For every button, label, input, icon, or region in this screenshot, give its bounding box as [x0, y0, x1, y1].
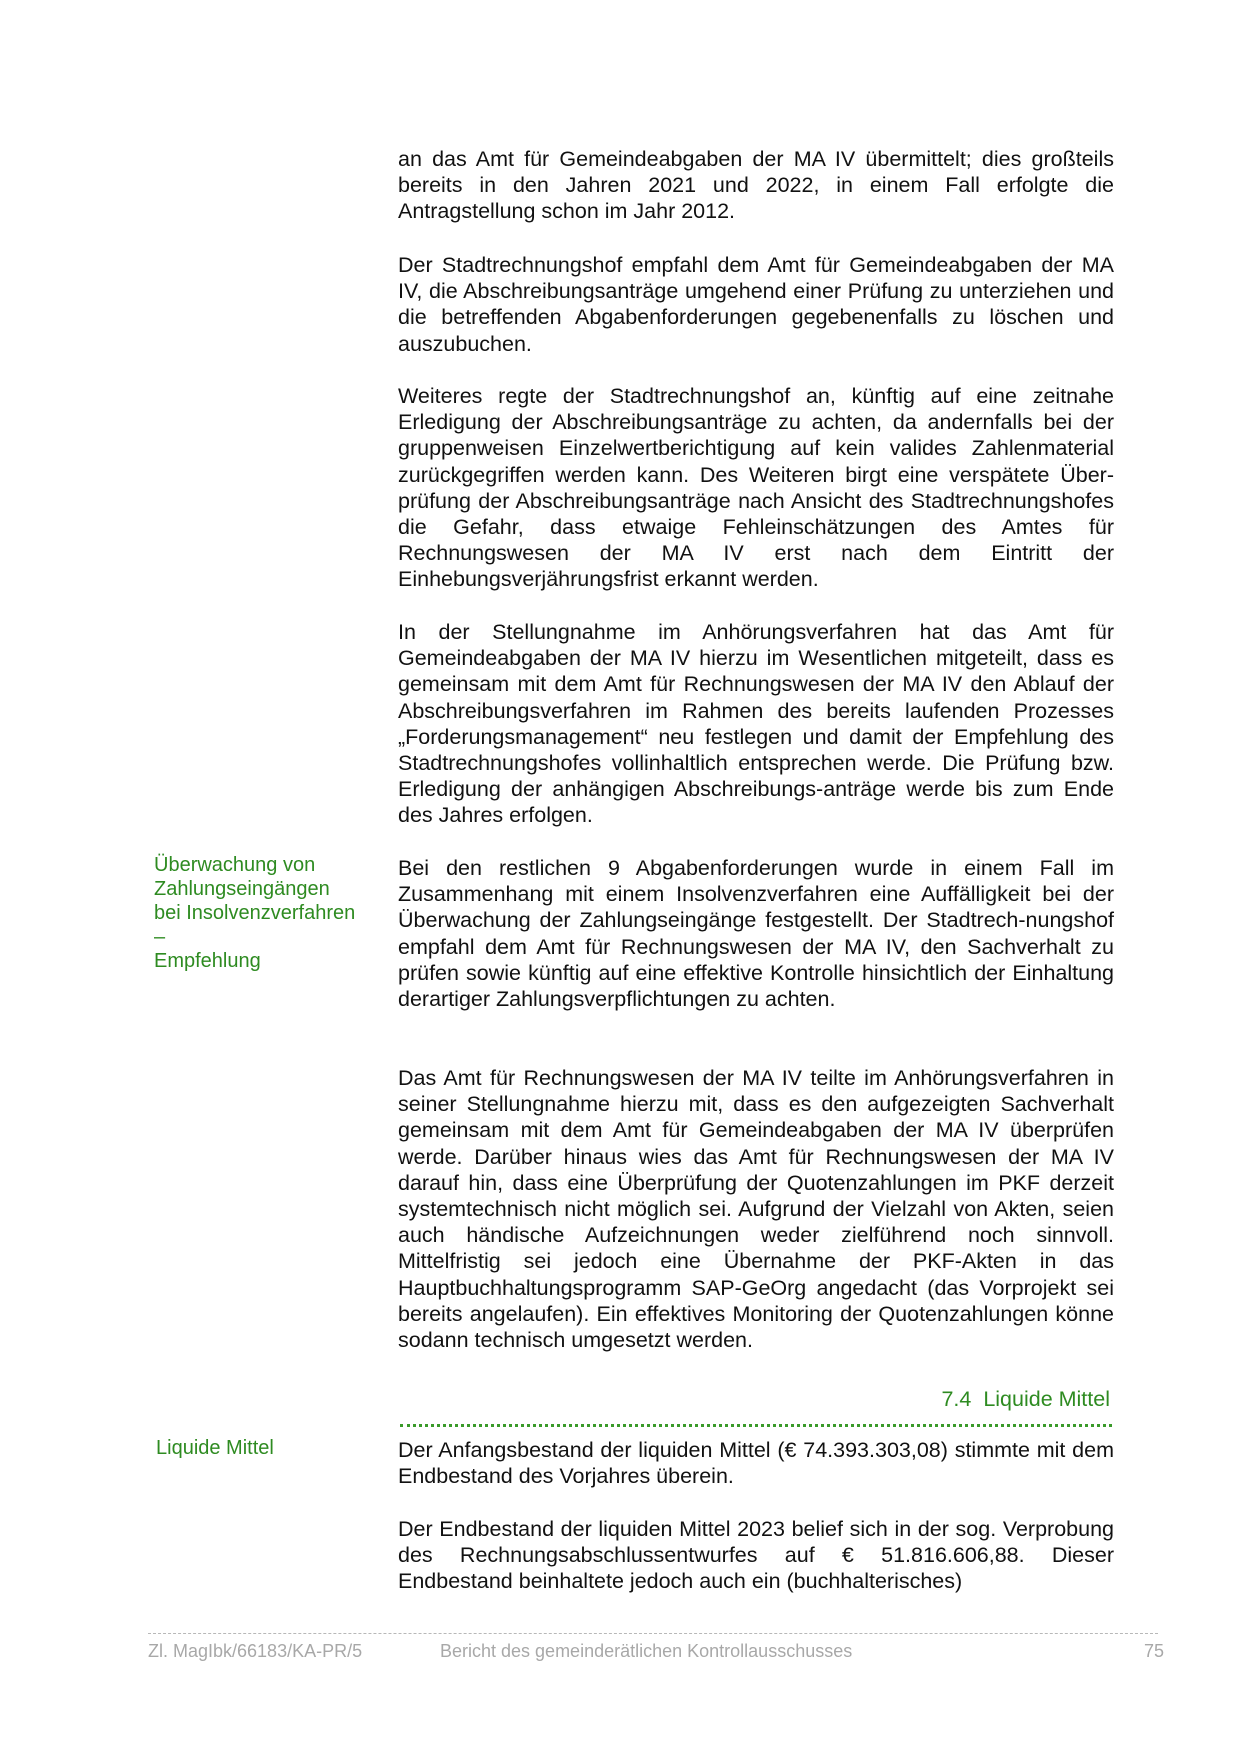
- section-heading: [398, 1387, 1110, 1412]
- margin-note-line: bei Insolvenzverfahren: [154, 902, 356, 924]
- paragraph-accounting-response: Das Amt für Rechnungswesen der MA IV teilte im Anhörungsverfahren in seiner Stellungnahme hierzu mit, dass es den aufgezeigten Sachverhalt gemeinsam mit dem Amt für Gemeindeabgaben der MA IV überprüfen werde. Darüber hinaus wies das Amt für Rechnungswesen der MA IV darauf hin, dass eine Überprüfung der Quotenzahlungen im PKF derzeit systemtechnisch nicht möglich sei. Aufgrund der Vielzahl von Akten, seien auch händische Aufzeichnungen weder zielführend noch sinnvoll. Mittelfristig sei jedoch eine Übernahme der PKF-Akten in das Hauptbuchhaltungsprogramm SAP-GeOrg angedacht (das Vorprojekt sei bereits angelaufen). Ein effektives Monitoring der Quotenzahlungen könne sodann technisch umgesetzt werden.: [398, 1066, 1114, 1353]
- page-number: 75: [1143, 1641, 1164, 1661]
- footer-reference: Zl. MagIbk/66183/KA-PR/5: [148, 1641, 363, 1661]
- margin-note-insolvency: [154, 853, 369, 973]
- section-divider: [400, 1424, 1112, 1427]
- margin-note-line: Überwachung von: [154, 854, 316, 876]
- margin-note-line: –: [154, 926, 166, 948]
- paragraph-timely-handling: Weiteres regte der Stadtrechnungshof an, künftig auf eine zeitnahe Erledigung der Abschreibungsanträge zu achten, da andernfalls bei der gruppenweisen Einzelwertberichtigung auf kein valides Zahlenmaterial zurückgegriffen werden kann. Des Weiteren birgt eine verspätete Über-prüfung der Abschreibungsanträge nach Ansicht des Stadtrechnungshofes die Gefahr, dass etwaige Fehleinschätzungen des Amtes für Rechnungswesen der MA IV erst nach dem Eintritt der Einhebungsverjährungsfrist erkannt werden.: [398, 384, 1114, 592]
- paragraph-opening-balance: Der Anfangsbestand der liquiden Mittel (€ 74.393.303,08) stimmte mit dem Endbestand des Vorjahres überein.: [398, 1438, 1114, 1489]
- section-title: Liquide Mittel: [983, 1387, 1110, 1411]
- paragraph-transmission: an das Amt für Gemeindeabgaben der MA IV übermittelt; dies großteils bereits in den Jahren 2021 und 2022, in einem Fall erfolgte die Antragstellung schon im Jahr 2012.: [398, 147, 1114, 224]
- margin-note-liquid-funds: Liquide Mittel: [156, 1437, 274, 1459]
- paragraph-closing-balance: Der Endbestand der liquiden Mittel 2023 belief sich in der sog. Verprobung des Rechnungsabschlussentwurfes auf € 51.816.606,88. Dieser Endbestand beinhaltete jedoch auch ein (buchhalterisches): [398, 1517, 1114, 1594]
- paragraph-insolvency-finding: Bei den restlichen 9 Abgabenforderungen wurde in einem Fall im Zusammenhang mit einem Insolvenzverfahren eine Auffälligkeit bei der Überwachung der Zahlungseingänge festgestellt. Der Stadtrech-nungshof empfahl dem Amt für Rechnungswesen der MA IV, den Sachverhalt zu prüfen sowie künftig auf eine effektive Kontrolle hinsichtlich der Einhaltung derartiger Zahlungsverpflichtungen zu achten.: [398, 856, 1114, 1012]
- margin-note-line: Zahlungseingängen: [154, 878, 330, 900]
- footer-report-title: Bericht des gemeinderätlichen Kontrollausschusses: [440, 1641, 853, 1661]
- section-number: 7.4: [941, 1387, 972, 1411]
- footer-divider: [148, 1633, 1158, 1634]
- paragraph-recommendation-review: Der Stadtrechnungshof empfahl dem Amt für Gemeindeabgaben der MA IV, die Abschreibungsanträge umgehend einer Prüfung zu unterziehen und die betreffenden Abgabenforderungen gegebenenfalls zu löschen und auszubuchen.: [398, 253, 1114, 356]
- margin-note-line: Empfehlung: [154, 950, 261, 972]
- paragraph-hearing-statement: In der Stellungnahme im Anhörungsverfahren hat das Amt für Gemeindeabgaben der MA IV hierzu im Wesentlichen mitgeteilt, dass es gemeinsam mit dem Amt für Rechnungswesen der MA IV den Ablauf der Abschreibungsverfahren im Rahmen des bereits laufenden Prozesses „Forderungsmanagement“ neu festlegen und damit der Empfehlung des Stadtrechnungshofes vollinhaltlich entsprechen werde. Die Prüfung bzw. Erledigung der anhängigen Abschreibungs-anträge werde bis zum Ende des Jahres erfolgen.: [398, 620, 1114, 828]
